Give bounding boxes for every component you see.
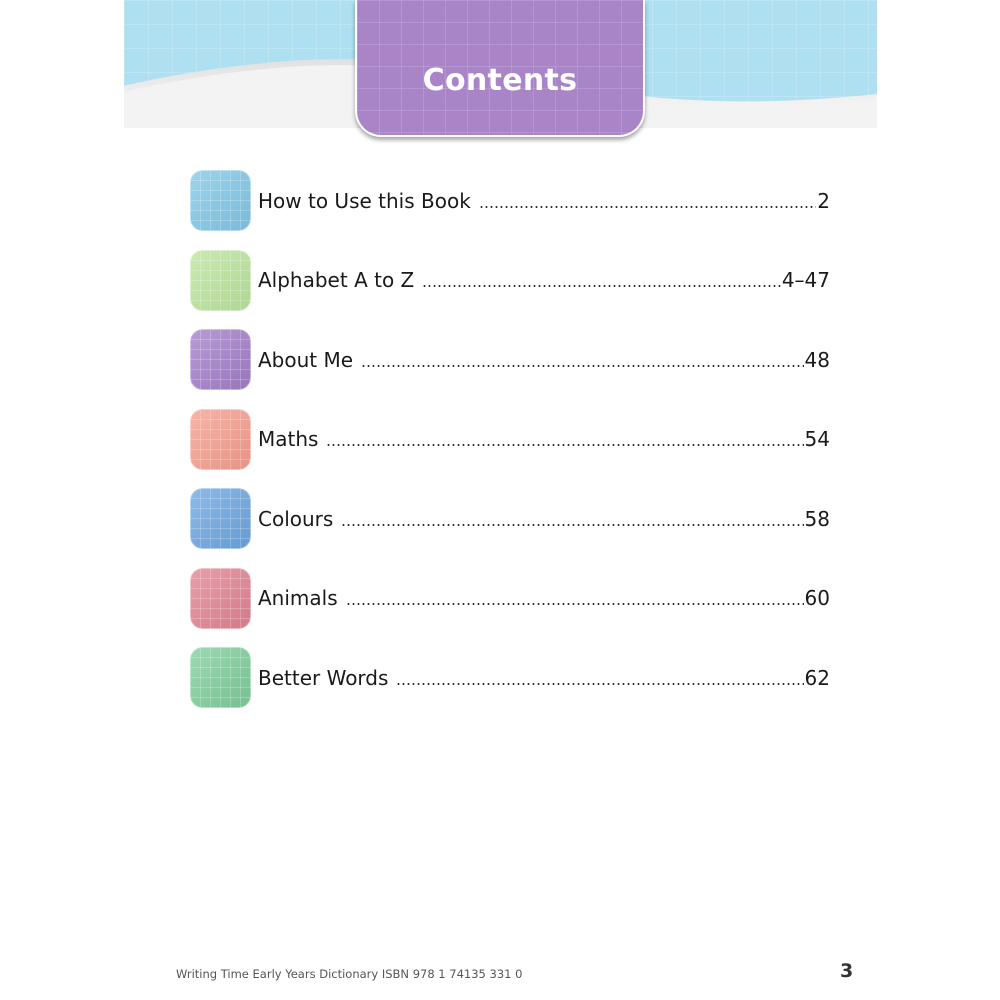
toc-entry-title: Alphabet A to Z [258, 268, 415, 292]
toc-entry-title: How to Use this Book [258, 188, 471, 213]
section-color-swatch [190, 568, 251, 629]
toc-entry [190, 488, 830, 549]
section-color-swatch [190, 488, 251, 549]
toc-entry-page: 2 [817, 188, 830, 213]
page-title: Contents [422, 63, 578, 98]
toc-entry [190, 568, 830, 629]
toc-entry [190, 647, 830, 708]
section-color-swatch [190, 329, 251, 390]
toc-entry [190, 250, 830, 311]
toc-entry-page: 62 [804, 665, 830, 690]
page-number: 3 [840, 960, 854, 982]
toc-entry-title: About Me [258, 347, 354, 372]
toc-entry-page: 58 [804, 506, 830, 531]
dot-leader [346, 603, 804, 605]
title-tab [355, 0, 645, 137]
dot-leader [422, 285, 781, 287]
toc-entry [190, 409, 830, 470]
dot-leader [326, 444, 803, 446]
dot-leader [361, 365, 803, 367]
contents-list [190, 170, 830, 727]
toc-entry-page: 60 [804, 586, 830, 610]
toc-entry-page: 4–47 [781, 268, 830, 292]
section-color-swatch [190, 409, 251, 470]
toc-entry-title: Colours [258, 506, 334, 531]
toc-entry-page: 54 [804, 427, 830, 451]
section-color-swatch [190, 250, 251, 311]
footer-text: Writing Time Early Years Dictionary ISBN 978 1 74135 331 0 [176, 967, 523, 981]
dot-leader [479, 206, 816, 208]
section-color-swatch [190, 170, 251, 231]
toc-entry [190, 329, 830, 390]
section-color-swatch [190, 647, 251, 708]
dot-leader [341, 524, 803, 526]
toc-entry-title: Better Words [258, 665, 389, 690]
toc-entry-title: Maths [258, 427, 319, 451]
toc-entry-title: Animals [258, 586, 338, 610]
toc-entry-page: 48 [804, 347, 830, 372]
dot-leader [396, 683, 803, 685]
toc-entry [190, 170, 830, 231]
